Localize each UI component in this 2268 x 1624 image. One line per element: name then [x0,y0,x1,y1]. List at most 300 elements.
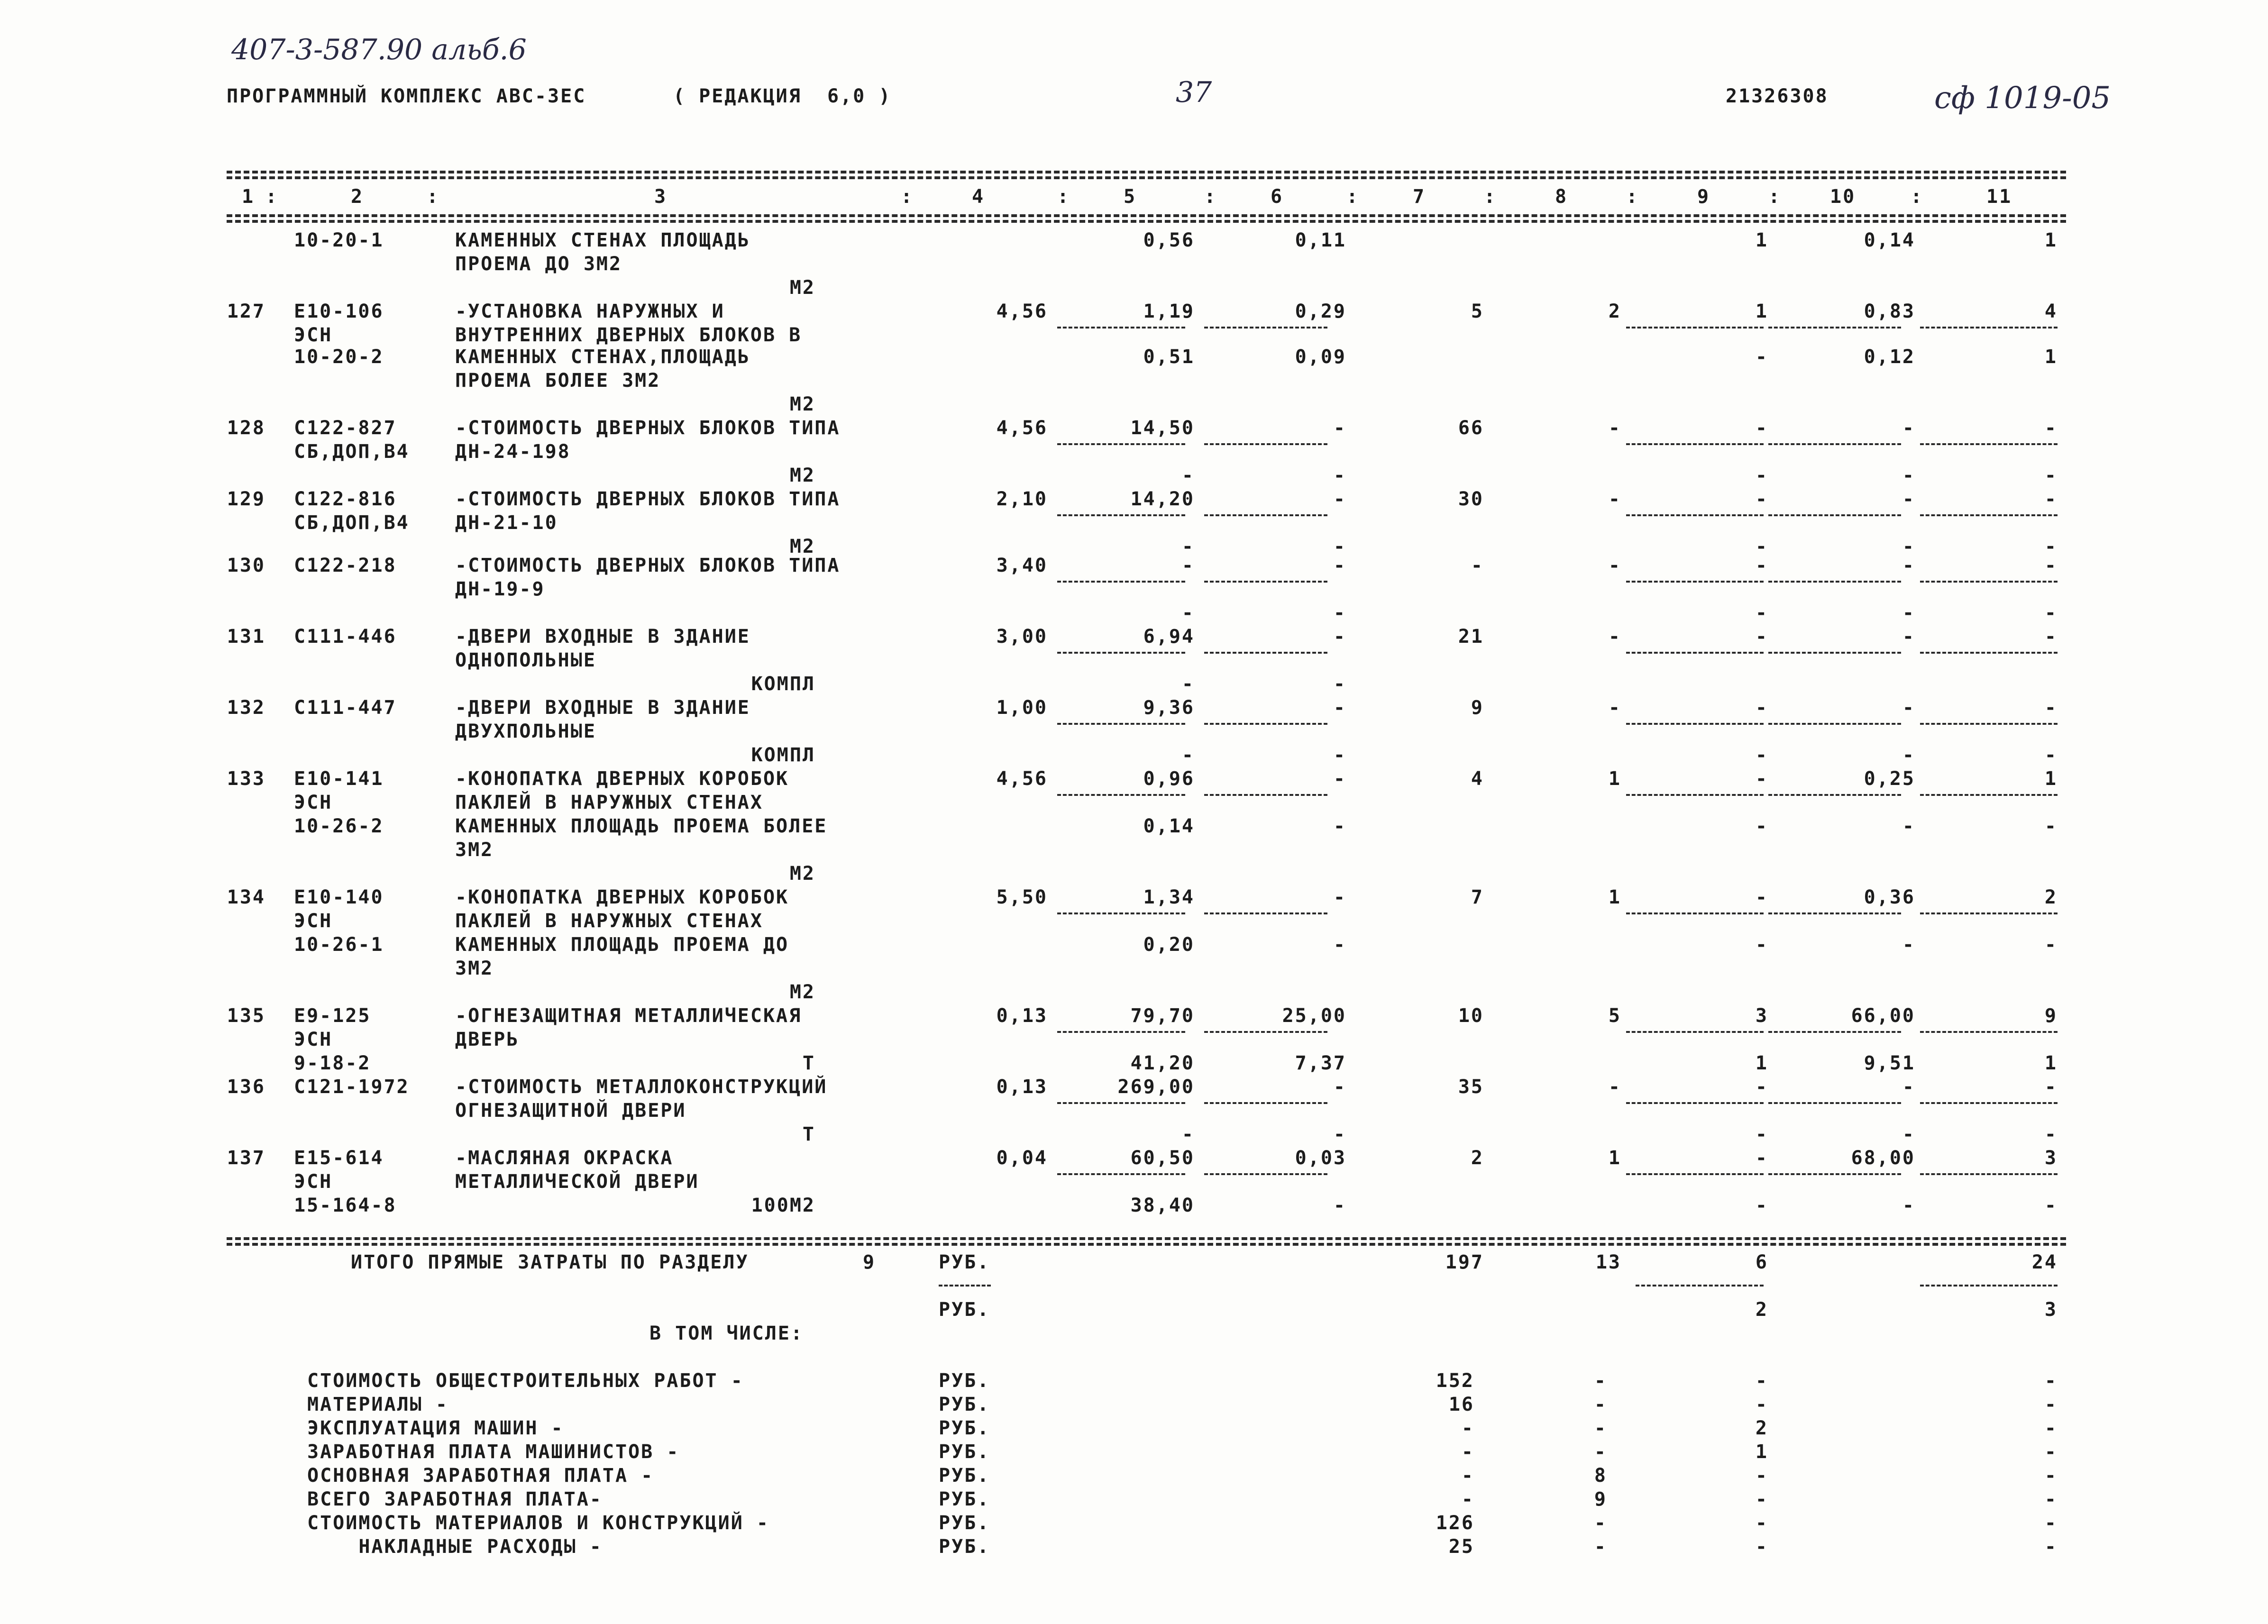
value-underline [1768,1173,1901,1175]
totals-rule-2 [227,1243,2066,1246]
breakdown-label: НАКЛАДНЫЕ РАСХОДЫ - [307,1536,603,1558]
value-underline [1626,581,1764,583]
program-title: ПРОГРАММНЫЙ КОМПЛЕКС АВС-3ЕС [227,85,586,107]
totals-c11: 24 [2031,1251,2058,1273]
row-value-c9: 1 [1755,229,1768,251]
row-value-c4: 0,13 [996,1005,1048,1027]
row-value-c10: 0,14 [1864,229,1915,251]
row-value-c5: 269,00 [1117,1076,1195,1098]
totals-underline [939,1285,991,1286]
row-value-c11: - [2044,1076,2058,1098]
row-code: ЭСН [294,1029,333,1050]
row-value-c9: - [1755,744,1768,766]
totals-label: ИТОГО ПРЯМЫЕ ЗАТРАТЫ ПО РАЗДЕЛУ [351,1251,749,1273]
value-underline [1920,912,2058,914]
row-code: Е10-106 [294,301,384,322]
row-code: 10-26-2 [294,815,384,837]
row-code: СБ,ДОП,В4 [294,441,410,463]
breakdown-c9: - [1755,1370,1768,1392]
row-description: КАМЕННЫХ СТЕНАХ,ПЛОЩАДЬ [455,346,750,368]
row-value-c9: - [1755,886,1768,908]
row-value-c9: - [1755,465,1768,486]
row-code: ЭСН [294,792,333,813]
breakdown-c9: 2 [1755,1417,1768,1439]
row-number: 137 [227,1147,265,1169]
totals-sub-c9: 2 [1755,1299,1768,1321]
row-value-c10: - [1902,815,1915,837]
row-value-c10: 9,51 [1864,1052,1915,1074]
breakdown-c11: - [2044,1394,2058,1415]
row-description: КАМЕННЫХ ПЛОЩАДЬ ПРОЕМА ДО [455,934,789,956]
totals-sub-currency: РУБ. [939,1299,990,1321]
row-value-c8: 1 [1608,1147,1621,1169]
value-underline [1920,1102,2058,1104]
row-description: -ОГНЕЗАЩИТНАЯ МЕТАЛЛИЧЕСКАЯ [455,1005,802,1027]
breakdown-c9: - [1755,1488,1768,1510]
row-value-c5: 0,56 [1143,229,1195,251]
value-underline [1920,443,2058,445]
row-value-c8: - [1608,1076,1621,1098]
row-value-c9: 1 [1755,301,1768,322]
row-value-c5: - [1181,555,1195,576]
row-value-c9: - [1755,697,1768,719]
row-value-c6: - [1333,488,1346,510]
row-value-c6: - [1333,886,1346,908]
value-underline [1920,794,2058,796]
value-underline [1626,1173,1764,1175]
row-value-c10: 0,25 [1864,768,1915,790]
breakdown-label: ЗАРАБОТНАЯ ПЛАТА МАШИНИСТОВ - [307,1441,680,1463]
including-label: В ТОМ ЧИСЛЕ: [649,1323,804,1344]
totals-c8: 13 [1595,1251,1621,1273]
row-code: ЭСН [294,910,333,932]
column-header-3: 3 [654,186,668,208]
row-number: 130 [227,555,265,576]
row-number: 136 [227,1076,265,1098]
row-value-c10: 0,83 [1864,301,1915,322]
totals-section: 9 [863,1251,876,1273]
column-divider: : [901,186,914,208]
row-unit: М2 [789,536,815,557]
row-value-c10: 66,00 [1851,1005,1915,1027]
row-description: 3М2 [455,958,494,979]
row-value-c8: - [1608,626,1621,648]
row-number: 134 [227,886,265,908]
row-value-c11: - [2044,417,2058,439]
row-value-c9: 3 [1755,1005,1768,1027]
row-value-c6: - [1333,417,1346,439]
value-underline [1920,1031,2058,1033]
row-value-c5: - [1181,673,1195,695]
breakdown-c11: - [2044,1370,2058,1392]
value-underline [1920,514,2058,516]
value-underline [1626,794,1764,796]
breakdown-c8: - [1594,1417,1607,1439]
value-underline [1920,581,2058,583]
row-value-c11: - [2044,1123,2058,1145]
row-value-c5: - [1181,465,1195,486]
breakdown-c8: 8 [1594,1465,1607,1487]
value-underline [1626,912,1764,914]
row-value-c4: 3,00 [996,626,1048,648]
value-underline [1204,794,1327,796]
row-value-c6: 0,03 [1295,1147,1346,1169]
row-value-c10: 68,00 [1851,1147,1915,1169]
totals-underline [1636,1285,1764,1286]
value-underline [1626,652,1764,654]
row-value-c6: 7,37 [1295,1052,1346,1074]
row-value-c10: - [1902,934,1915,956]
row-value-c5: - [1181,602,1195,624]
row-value-c9: - [1755,1076,1768,1098]
row-description: ПАКЛЕЙ В НАРУЖНЫХ СТЕНАХ [455,792,763,813]
row-value-c9: - [1755,1195,1768,1216]
value-underline [1626,1031,1764,1033]
row-value-c9: - [1755,815,1768,837]
breakdown-label: МАТЕРИАЛЫ - [307,1394,448,1415]
value-underline [1204,327,1327,328]
value-underline [1204,1031,1327,1033]
value-underline [1626,723,1764,725]
row-value-c4: 3,40 [996,555,1048,576]
row-value-c8: 1 [1608,886,1621,908]
row-value-c8: - [1608,417,1621,439]
row-unit: Т [802,1123,815,1145]
row-value-c10: - [1902,1195,1915,1216]
row-value-c10: - [1902,536,1915,557]
breakdown-label: ВСЕГО ЗАРАБОТНАЯ ПЛАТА- [307,1488,603,1510]
totals-currency: РУБ. [939,1251,990,1273]
breakdown-c11: - [2044,1465,2058,1487]
row-value-c7: - [1471,555,1484,576]
row-value-c5: - [1181,536,1195,557]
row-description: ДВЕРЬ [455,1029,520,1050]
row-number: 132 [227,697,265,719]
row-value-c10: - [1902,744,1915,766]
row-code: С111-446 [294,626,397,648]
row-value-c6: - [1333,1076,1346,1098]
value-underline [1204,1173,1327,1175]
breakdown-c9: - [1755,1465,1768,1487]
row-description: ДН-24-198 [455,441,571,463]
row-value-c9: 1 [1755,1052,1768,1074]
breakdown-c7: - [1461,1488,1474,1510]
value-underline [1057,912,1185,914]
row-value-c4: 4,56 [996,768,1048,790]
breakdown-currency: РУБ. [939,1370,990,1392]
row-description: ОГНЕЗАЩИТНОЙ ДВЕРИ [455,1100,686,1122]
row-value-c6: - [1333,934,1346,956]
row-value-c4: 4,56 [996,417,1048,439]
row-value-c11: 1 [2044,1052,2058,1074]
breakdown-c7: 126 [1436,1512,1474,1534]
row-value-c8: 2 [1608,301,1621,322]
row-unit: 100М2 [751,1195,815,1216]
breakdown-c7: 25 [1448,1536,1474,1558]
row-value-c11: - [2044,815,2058,837]
row-value-c4: 1,00 [996,697,1048,719]
row-value-c5: 0,14 [1143,815,1195,837]
row-value-c6: - [1333,697,1346,719]
row-code: С122-218 [294,555,397,576]
row-value-c6: - [1333,555,1346,576]
row-value-c11: - [2044,602,2058,624]
breakdown-c8: - [1594,1370,1607,1392]
row-code: ЭСН [294,1171,333,1193]
row-value-c7: 5 [1471,301,1484,322]
row-code: С111-447 [294,697,397,719]
row-value-c4: 0,13 [996,1076,1048,1098]
row-code: Е9-125 [294,1005,371,1027]
value-underline [1768,443,1901,445]
breakdown-c7: - [1461,1417,1474,1439]
value-underline [1626,443,1764,445]
row-description: ОДНОПОЛЬНЫЕ [455,649,596,671]
breakdown-c7: - [1461,1441,1474,1463]
row-value-c9: - [1755,626,1768,648]
row-value-c9: - [1755,1147,1768,1169]
value-underline [1768,794,1901,796]
value-underline [1204,723,1327,725]
row-description: ПРОЕМА БОЛЕЕ 3М2 [455,370,661,392]
row-value-c6: 25,00 [1282,1005,1346,1027]
document-id: 21326308 [1726,85,1829,107]
column-header-5: 5 [1124,186,1137,208]
row-value-c5: 14,20 [1130,488,1195,510]
row-code: Е10-141 [294,768,384,790]
project-code-handwritten: 407-3-587.90 альб.6 [231,33,527,66]
breakdown-c8: - [1594,1512,1607,1534]
value-underline [1920,327,2058,328]
row-code: ЭСН [294,324,333,346]
row-value-c9: - [1755,346,1768,368]
row-value-c10: - [1902,602,1915,624]
row-value-c5: 79,70 [1130,1005,1195,1027]
row-value-c11: 1 [2044,346,2058,368]
row-unit: КОМПЛ [751,673,815,695]
header-bottom-rule [227,214,2066,217]
column-divider: : [427,186,440,208]
row-description: 3М2 [455,839,494,861]
row-value-c9: - [1755,536,1768,557]
row-value-c6: - [1333,1195,1346,1216]
value-underline [1057,1173,1185,1175]
column-divider: : [1484,186,1497,208]
value-underline [1626,327,1764,328]
row-value-c11: 3 [2044,1147,2058,1169]
value-underline [1626,1102,1764,1104]
row-value-c10: - [1902,697,1915,719]
column-divider: : [1626,186,1639,208]
row-value-c4: 4,56 [996,301,1048,322]
row-unit: М2 [789,393,815,415]
breakdown-c9: - [1755,1512,1768,1534]
row-value-c8: - [1608,488,1621,510]
row-value-c8: 1 [1608,768,1621,790]
row-value-c6: - [1333,744,1346,766]
row-value-c6: - [1333,602,1346,624]
row-value-c7: 2 [1471,1147,1484,1169]
row-value-c5: 0,96 [1143,768,1195,790]
totals-c7: 197 [1445,1251,1484,1273]
row-value-c5: 6,94 [1143,626,1195,648]
row-value-c7: 4 [1471,768,1484,790]
value-underline [1626,514,1764,516]
row-description: ДН-21-10 [455,512,558,534]
row-value-c11: 1 [2044,229,2058,251]
column-divider: : [1768,186,1782,208]
row-value-c10: - [1902,465,1915,486]
row-value-c7: 35 [1458,1076,1484,1098]
value-underline [1768,1102,1901,1104]
value-underline [1768,652,1901,654]
row-value-c11: - [2044,1195,2058,1216]
column-divider: : [265,186,279,208]
row-value-c7: 21 [1458,626,1484,648]
breakdown-currency: РУБ. [939,1441,990,1463]
row-code: Е15-614 [294,1147,384,1169]
column-divider: : [1057,186,1070,208]
column-divider: : [1346,186,1360,208]
breakdown-c9: - [1755,1536,1768,1558]
value-underline [1204,443,1327,445]
breakdown-c8: 9 [1594,1488,1607,1510]
breakdown-c8: - [1594,1394,1607,1415]
row-description: ПАКЛЕЙ В НАРУЖНЫХ СТЕНАХ [455,910,763,932]
value-underline [1204,652,1327,654]
breakdown-currency: РУБ. [939,1465,990,1487]
value-underline [1057,1102,1185,1104]
row-description: -ДВЕРИ ВХОДНЫЕ В ЗДАНИЕ [455,626,750,648]
row-number: 128 [227,417,265,439]
row-value-c6: - [1333,815,1346,837]
row-value-c4: 0,04 [996,1147,1048,1169]
value-underline [1057,723,1185,725]
row-value-c11: - [2044,934,2058,956]
row-value-c9: - [1755,1123,1768,1145]
row-value-c5: 0,51 [1143,346,1195,368]
row-value-c10: - [1902,488,1915,510]
row-number: 129 [227,488,265,510]
breakdown-c11: - [2044,1512,2058,1534]
column-header-11: 11 [1986,186,2012,208]
row-value-c10: - [1902,626,1915,648]
breakdown-currency: РУБ. [939,1488,990,1510]
row-value-c10: - [1902,555,1915,576]
row-value-c6: - [1333,536,1346,557]
row-code: 15-164-8 [294,1195,397,1216]
row-code: 10-20-1 [294,229,384,251]
row-value-c6: 0,11 [1295,229,1346,251]
row-number: 127 [227,301,265,322]
row-code: Е10-140 [294,886,384,908]
row-value-c9: - [1755,602,1768,624]
row-description: ПРОЕМА ДО 3М2 [455,253,622,275]
breakdown-currency: РУБ. [939,1394,990,1415]
row-value-c11: - [2044,697,2058,719]
row-value-c5: - [1181,744,1195,766]
row-value-c4: 5,50 [996,886,1048,908]
row-value-c6: - [1333,626,1346,648]
page-number-handwritten: 37 [1176,76,1212,109]
value-underline [1768,581,1901,583]
row-description: ДВУХПОЛЬНЫЕ [455,721,596,742]
value-underline [1057,581,1185,583]
breakdown-c8: - [1594,1441,1607,1463]
value-underline [1057,1031,1185,1033]
row-description: ВНУТРЕННИХ ДВЕРНЫХ БЛОКОВ В [455,324,802,346]
row-value-c8: - [1608,697,1621,719]
breakdown-c7: 16 [1448,1394,1474,1415]
column-header-8: 8 [1555,186,1568,208]
header-bottom-rule-2 [227,220,2066,223]
row-value-c11: 2 [2044,886,2058,908]
row-description: КАМЕННЫХ ПЛОЩАДЬ ПРОЕМА БОЛЕЕ [455,815,828,837]
row-value-c10: 0,36 [1864,886,1915,908]
column-divider: : [1911,186,1924,208]
value-underline [1768,1031,1901,1033]
row-code: 10-20-2 [294,346,384,368]
column-header-2: 2 [351,186,364,208]
row-value-c10: - [1902,1076,1915,1098]
row-code: СБ,ДОП,В4 [294,512,410,534]
value-underline [1057,514,1185,516]
breakdown-label: ОСНОВНАЯ ЗАРАБОТНАЯ ПЛАТА - [307,1465,654,1487]
value-underline [1204,514,1327,516]
row-number: 131 [227,626,265,648]
row-description: -УСТАНОВКА НАРУЖНЫХ И [455,301,725,322]
row-description: -МАСЛЯНАЯ ОКРАСКА [455,1147,674,1169]
column-divider: : [1204,186,1217,208]
row-value-c10: 0,12 [1864,346,1915,368]
row-description: МЕТАЛЛИЧЕСКОЙ ДВЕРИ [455,1171,699,1193]
breakdown-c7: - [1461,1465,1474,1487]
row-value-c5: 60,50 [1130,1147,1195,1169]
row-value-c6: - [1333,768,1346,790]
row-value-c9: - [1755,488,1768,510]
totals-underline [1920,1285,2058,1286]
breakdown-c11: - [2044,1536,2058,1558]
row-value-c6: - [1333,1123,1346,1145]
row-value-c7: 66 [1458,417,1484,439]
row-value-c9: - [1755,555,1768,576]
column-header-7: 7 [1413,186,1426,208]
row-unit: М2 [789,863,815,885]
column-header-6: 6 [1271,186,1284,208]
row-number: 133 [227,768,265,790]
value-underline [1920,1173,2058,1175]
value-underline [1204,581,1327,583]
row-value-c9: - [1755,934,1768,956]
row-value-c10: - [1902,417,1915,439]
row-value-c4: 2,10 [996,488,1048,510]
row-value-c5: 9,36 [1143,697,1195,719]
edition-label: ( РЕДАКЦИЯ 6,0 ) [673,85,892,107]
column-header-9: 9 [1697,186,1710,208]
breakdown-c8: - [1594,1536,1607,1558]
row-value-c9: - [1755,417,1768,439]
row-value-c5: 0,20 [1143,934,1195,956]
breakdown-c9: 1 [1755,1441,1768,1463]
row-value-c11: - [2044,488,2058,510]
breakdown-label: СТОИМОСТЬ ОБЩЕСТРОИТЕЛЬНЫХ РАБОТ - [307,1370,744,1392]
row-value-c5: 1,19 [1143,301,1195,322]
row-code: 10-26-1 [294,934,384,956]
row-value-c7: 10 [1458,1005,1484,1027]
row-value-c8: 5 [1608,1005,1621,1027]
value-underline [1768,327,1901,328]
row-description: -СТОИМОСТЬ ДВЕРНЫХ БЛОКОВ ТИПА [455,555,841,576]
